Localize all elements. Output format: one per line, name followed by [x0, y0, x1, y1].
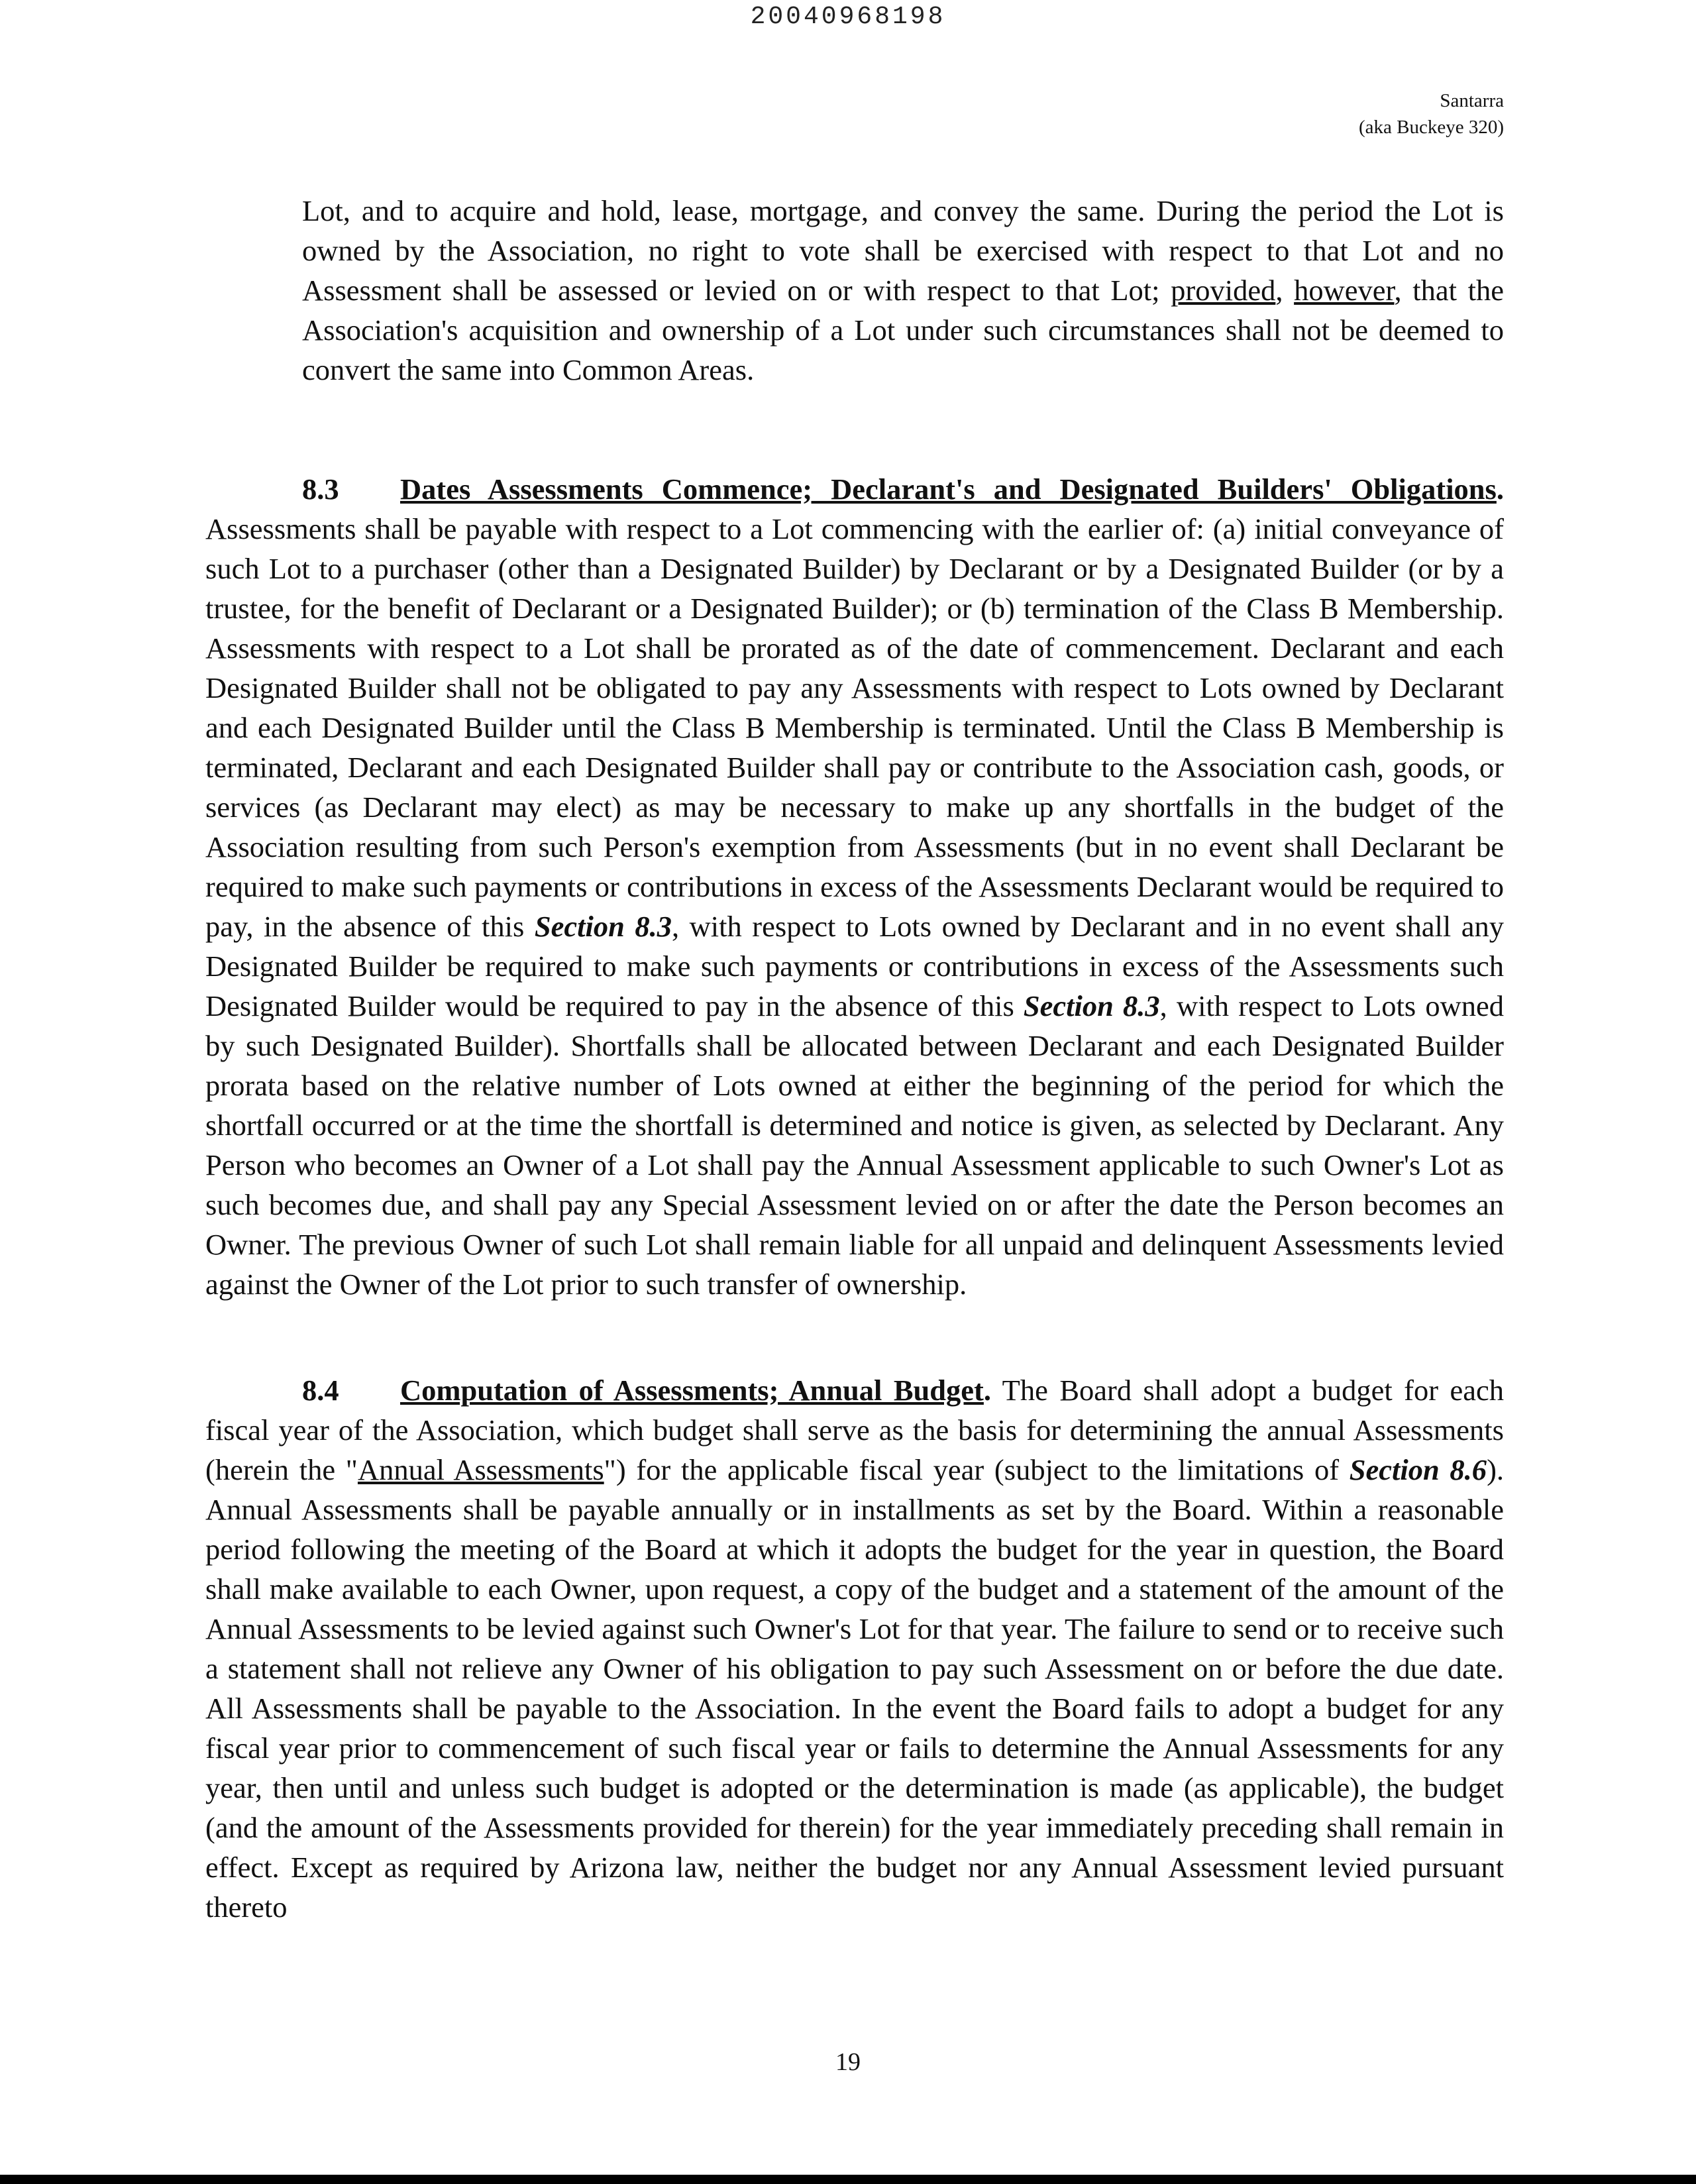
section-8-3-text-1: Assessments shall be payable with respect to a Lot commencing with the earlier of: (a) initial conveyance of such Lot to a purchaser (other than a Designated Builder) by Declarant or by a Designated Builder (or by a trustee, for the benefit of Declarant or a Designated Builder); or (b) termination of the Class B Membership. Assessments with respect to a Lot shall be prorated as of the date of commencement. Declarant and each Designated Builder shall not be obligated to pay any Assessments with respect to Lots owned by Declarant and each Designated Builder until the Class B Membership is terminated. Until the Class B Membership is terminated, Declarant and each Designated Builder shall pay or contribute to the Association cash, goods, or services (as Declarant may elect) as may be necessary to make up any shortfalls in the budget of the Association resulting from such Person's exemption from Assessments (but in no event shall Declarant be required to make such payments or contributions in excess of the Assessments Declarant would be required to pay, in the absence of this — [205, 512, 1504, 943]
section-8-4-text-2: ") for the applicable fiscal year (subject to the limitations of — [604, 1453, 1350, 1486]
section-8-4-paragraph — [205, 1370, 1504, 1927]
annual-assessments-term: Annual Assessments — [357, 1453, 604, 1486]
intro-comma: , — [1275, 274, 1295, 307]
scan-bottom-border — [0, 2175, 1696, 2184]
header-project-alias: (aka Buckeye 320) — [1358, 117, 1504, 138]
section-8-3-text-2: , with respect to Lots owned by Declarant and in no event shall any Designated Builder be required to make such payments or contributions in excess of the Assessments such Designated Builder would be required to pay in the absence of this — [205, 910, 1504, 1022]
section-8-3-ref-1: Section 8.3 — [534, 910, 672, 943]
page-number: 19 — [835, 2048, 861, 2076]
section-8-4-ref-1: Section 8.6 — [1349, 1453, 1487, 1486]
section-8-4-text-3: ). Annual Assessments shall be payable annually or in installments as set by the Board. Within a reasonable period following the meeting of the Board at which it adopts the budget for the year in question, the Board shall make available to each Owner, upon request, a copy of the budget and a statement of the amount of the Annual Assessments to be levied against such Owner's Lot for that year. The failure to send or to receive such a statement shall not relieve any Owner of his obligation to pay such Assessment on or before the due date. All Assessments shall be payable to the Association. In the event the Board fails to adopt a budget for any fiscal year prior to commencement of such fiscal year or fails to determine the Annual Assessments for any year, then until and unless such budget is adopted or the determination is made (as applicable), the budget (and the amount of the Assessments provided for therein) for the year immediately preceding shall remain in effect. Except as required by Arizona law, neither the budget nor any Annual Assessment levied pursuant thereto — [205, 1453, 1505, 1924]
intro-text-2: , that the Association's acquisition and ownership of a Lot under such circumstances shall not be deemed to convert the same into Common Areas. — [302, 274, 1505, 386]
section-8-3-number: 8.3 — [302, 472, 339, 506]
section-8-3-text-3: , with respect to Lots owned by such Designated Builder). Shortfalls shall be allocated between Declarant and each Designated Builder prorata based on the relative number of Lots owned at either the beginning of the period for which the shortfall occurred or at the time the shortfall is determined and notice is given, as selected by Declarant. Any Person who becomes an Owner of a Lot shall pay the Annual Assessment applicable to such Owner's Lot as such becomes due, and shall pay any Special Assessment levied on or after the date the Person becomes an Owner. The previous Owner of such Lot shall remain liable for all unpaid and delinquent Assessments levied against the Owner of the Lot prior to such transfer of ownership. — [205, 989, 1504, 1301]
section-8-4-title: Computation of Assessments; Annual Budget — [400, 1374, 984, 1407]
section-8-3-title: Dates Assessments Commence; Declarant's and Designated Builders' Obligations — [400, 472, 1497, 506]
section-8-3-ref-2: Section 8.3 — [1023, 989, 1160, 1022]
header-project-name: Santarra — [1440, 90, 1504, 111]
page-header — [1359, 87, 1504, 140]
provided-term: provided — [1171, 274, 1276, 307]
section-8-4-text-1: The Board shall adopt a budget for each fiscal year of the Association, which budget shall serve as the basis for determining the annual Assessments (herein the " — [205, 1374, 1504, 1486]
section-8-3-title-period: . — [1496, 472, 1504, 506]
section-8-3-paragraph — [205, 469, 1504, 1304]
section-8-4-title-period: . — [983, 1374, 992, 1407]
however-term: however — [1294, 274, 1395, 307]
section-8-4-number: 8.4 — [302, 1374, 339, 1407]
intro-paragraph — [302, 191, 1504, 390]
document-id: 20040968198 — [750, 3, 946, 31]
intro-text-1: Lot, and to acquire and hold, lease, mortgage, and convey the same. During the period the Lot is owned by the Association, no right to vote shall be exercised with respect to that Lot and no Assessment shall be assessed or levied on or with respect to that Lot; — [302, 194, 1504, 307]
